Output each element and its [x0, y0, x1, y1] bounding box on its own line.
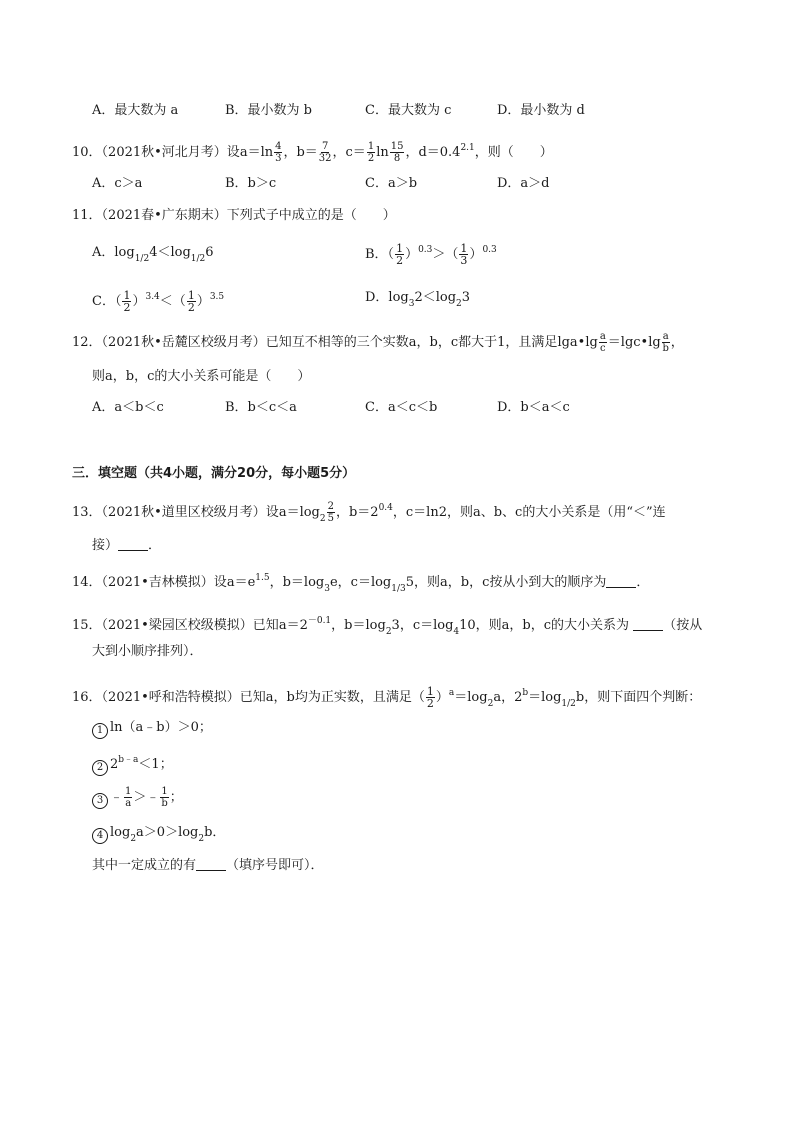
q13-number: 13．: [72, 505, 102, 520]
question-13: 13．（2021秋•道里区校级月考）设$a=\log_2$ $\frac{2}{5}$ ，$b=2^{0.4}$，c＝ln2，则a、b、c的大小关系是（用“＜”连: [72, 501, 666, 524]
q12-eq-1: lga•lg: [557, 335, 598, 350]
q13-answer-blank[interactable]: [118, 538, 148, 551]
q9-option-d: D．最小数为 d: [497, 103, 585, 118]
q10-option-a: A．c＞a: [92, 176, 143, 191]
q16-judgement-2: 2 $2^{b﹣a}<1$；: [92, 750, 173, 776]
q16-number: 16．: [72, 690, 102, 705]
q10-frac-c1: $\frac{1}{2}$: [367, 141, 375, 164]
q10-tail: ，则（ ）: [474, 145, 553, 160]
q15-answer-blank[interactable]: [633, 618, 663, 631]
q11-option-b: B．（ $\frac{1}{2}$ ）$^{0.3}$＞（ $\frac{1}{3}$ ）$^{0.3}$: [365, 242, 497, 267]
q12-line-2: 则a，b，c的大小关系可能是（ ）: [92, 369, 311, 384]
q9-option-a: A．最大数为 a: [92, 103, 179, 118]
q12-source: （2021秋•岳麓区校级月考）已知互不相等的三个实数a，b，c都大于1，且满足: [101, 335, 558, 350]
q16-judgement-3: 3 ﹣ $\frac{1}{a}$ ＞﹣ $\frac{1}{b}$ ；: [92, 786, 183, 809]
q12-option-d: D．b＜a＜c: [497, 400, 570, 415]
q10-option-b: B．b＞c: [225, 176, 277, 191]
q11-source: （2021春•广东期末）下列式子中成立的是（ ）: [101, 208, 396, 223]
q9-option-c: C．最大数为 c: [365, 103, 452, 118]
q13-line-2: 接） ．: [92, 538, 162, 553]
q10-frac-a: $\frac{4}{3}$: [275, 141, 282, 164]
question-16: 16．（2021•呼和浩特模拟）已知a，b均为正实数，且满足（ $\frac{1}{2}$ ）$^a=\log_2a$，$2^b=\log_{1/2}b$，则下面四个判断：: [72, 685, 702, 710]
q14-number: 14．: [72, 575, 102, 590]
q16-source: （2021•呼和浩特模拟）已知a，b均为正实数，且满足（: [101, 690, 425, 705]
q11-option-d: D．$\log_32<\log_23$: [365, 290, 471, 309]
q10-source: （2021秋•河北月考）设: [101, 145, 240, 160]
q14-source: （2021•吉林模拟）设: [101, 575, 227, 590]
q10-c: ，c＝: [332, 145, 366, 160]
question-14: 14．（2021•吉林模拟）设$a=e^{1.5}$，$b=\log_3e$，$c=\log_{1/3}5$，则a，b，c按从小到大的顺序为 ．: [72, 573, 650, 594]
q11-number: 11．: [72, 208, 102, 223]
q10-frac-b: $\frac{7}{32}$: [318, 141, 332, 164]
question-15: 15．（2021•梁园区校级模拟）已知$a=2^{-0.1}$，$b=\log_23$，$c=\log_410$，则a，b，c的大小关系为 （按从: [72, 616, 703, 637]
q12-option-a: A．a＜b＜c: [92, 400, 164, 415]
q12-frac-1: $\frac{a}{c}$: [599, 331, 606, 354]
q10-b: ，b＝: [283, 145, 318, 160]
q10-frac-c2: $\frac{15}{8}$: [390, 141, 404, 164]
q9-option-b: B．最小数为 b: [225, 103, 313, 118]
q13-source: （2021秋•道里区校级月考）设: [101, 505, 279, 520]
q11-option-c: C．（ $\frac{1}{2}$ ）$^{3.4}$＜（ $\frac{1}{2}$ ）$^{3.5}$: [92, 289, 225, 314]
q10-d: ，d＝0.4: [405, 145, 461, 160]
q10-c2: ln: [376, 145, 389, 160]
q16-judgement-4: 4 $\log_2a>0>\log_2b$．: [92, 823, 225, 849]
q10-d-exp: 2.1: [460, 143, 475, 153]
q15-number: 15．: [72, 618, 102, 633]
q10-option-d: D．a＞d: [497, 176, 550, 191]
q16-answer-blank[interactable]: [196, 858, 226, 871]
q12-frac-2: $\frac{a}{b}$: [662, 331, 669, 354]
question-10: [72, 138, 553, 164]
q10-option-c: C．a＞b: [365, 176, 418, 191]
q15-line-2: 大到小顺序排列）．: [92, 644, 203, 659]
question-12: 12．（2021秋•岳麓区校级月考）已知互不相等的三个实数a，b，c都大于1，且满足lga•lg $\frac{a}{c}$ ＝lgc•lg $\frac{a}{b}$ ，: [72, 331, 684, 354]
q11-option-a: A．$\log_{1/2}4<\log_{1/2}6$: [92, 245, 214, 264]
q10-number: 10．: [72, 145, 102, 160]
q10-a: a＝ln: [239, 145, 274, 160]
question-11: [72, 206, 396, 226]
section-heading-fill-in: 三．填空题（共4小题，满分20分，每小题5分）: [72, 466, 356, 481]
q16-judgement-1: 1 ln（a﹣b）＞0；: [92, 718, 212, 739]
q12-number: 12．: [72, 335, 102, 350]
q15-source: （2021•梁园区校级模拟）已知: [101, 618, 279, 633]
q12-option-c: C．a＜c＜b: [365, 400, 438, 415]
q12-option-b: B．b＜c＜a: [225, 400, 297, 415]
q16-conclusion: 其中一定成立的有 （填序号即可）．: [92, 858, 324, 873]
q13-frac: $\frac{2}{5}$: [327, 501, 334, 524]
q14-answer-blank[interactable]: [606, 575, 636, 588]
q12-eq-2: ＝lgc•lg: [607, 335, 661, 350]
